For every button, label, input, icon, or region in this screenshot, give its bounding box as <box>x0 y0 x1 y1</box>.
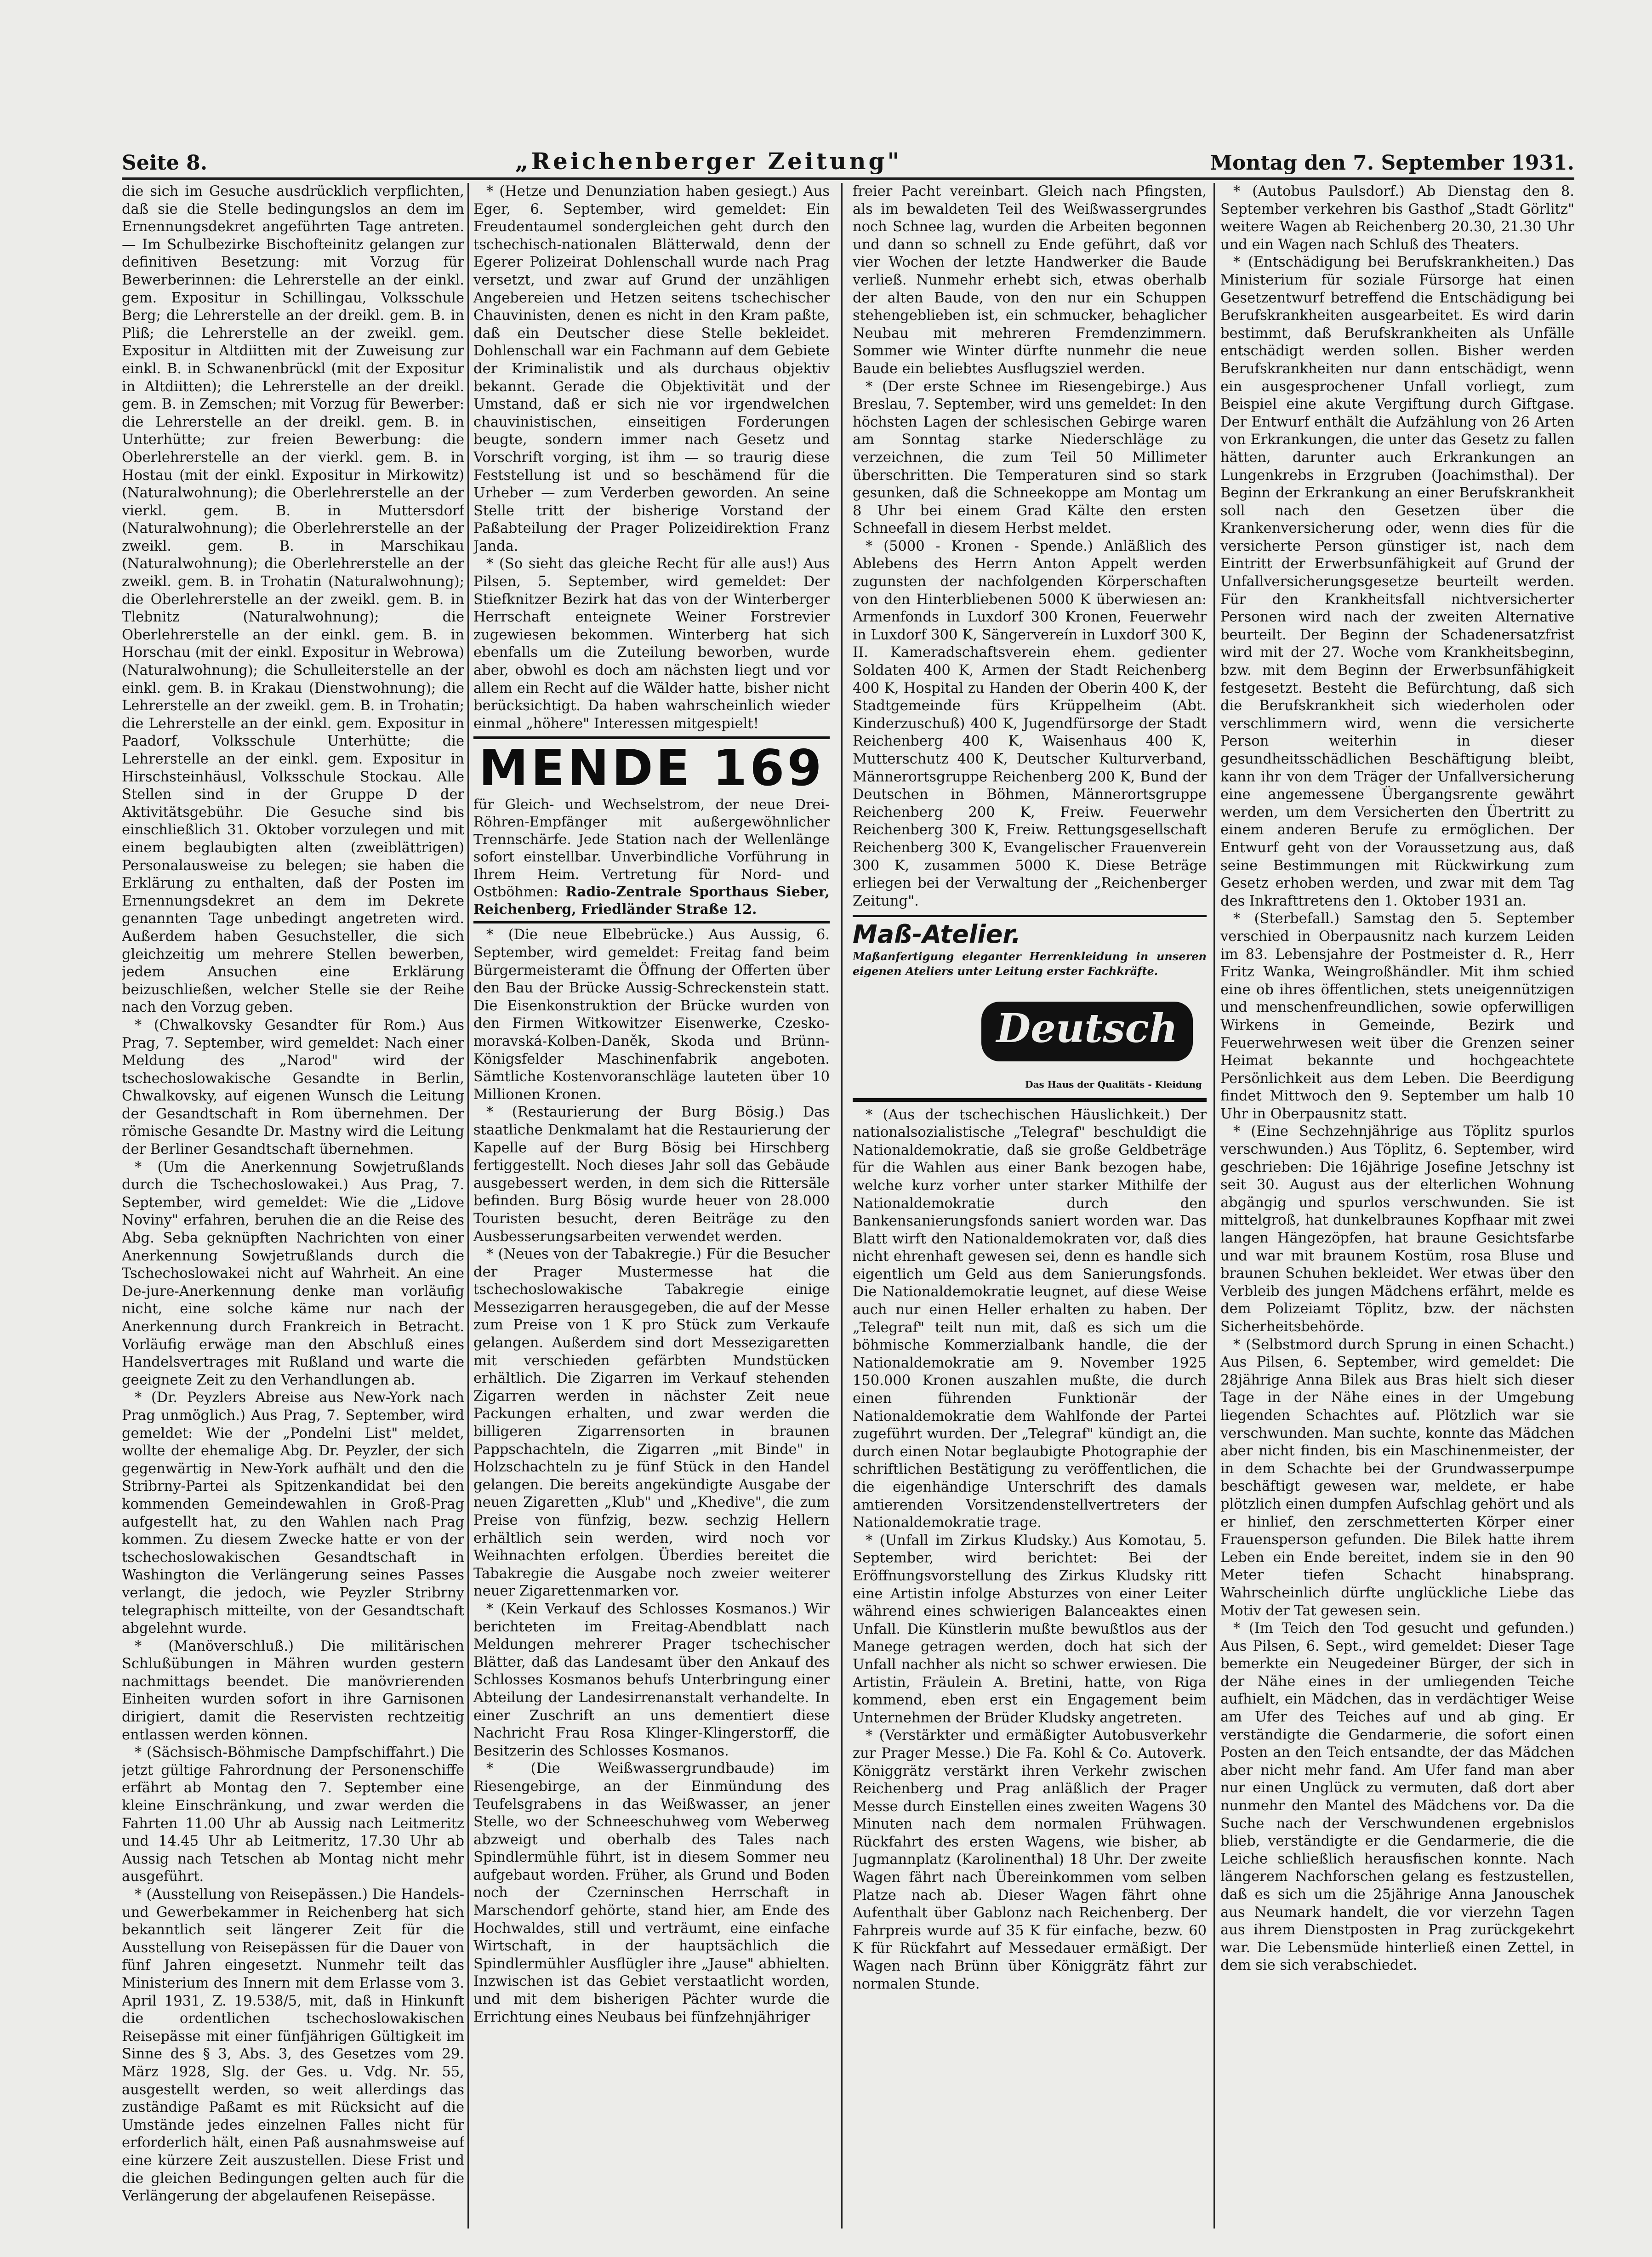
article: * (Um die Anerkennung Sowjetrußlands durch die Tschechoslowakei.) Aus Prag, 7. September, wird gemeldet: Wie die „Lidove Noviny" erfahren, beruhen die an die Reise des Abg. Seba geknüpften Nachrichten von einer Anerkennung Sowjetrußlands durch die Tschechoslowakei nicht auf Wahrheit. An eine De-jure-Anerkennung denke man vorläufig nicht, eine solche käme nur nach der Anerkennung durch Frankreich in Betracht. Vorläufig erwäge man den Abschluß eines Handelsvertrages mit Rußland und warte die geeignete Zeit zu den Verhandlungen ab. <box>122 1159 464 1388</box>
ad-title: Maß-Atelier. <box>853 920 1021 949</box>
article: * (Ausstellung von Reisepässen.) Die Handels- und Gewerbekammer in Reichenberg hat sich bekanntlich seit längerer Zeit für die Ausstellung von Reisepässen für die Dauer von fünf Jahren eingesetzt. Nunmehr teilt das Ministerium des Innern mit dem Erlasse vom 3. April 1931, Z. 19.538/5, mit, daß in Hinkunft die ordentlichen tschechoslowakischen Reisepässe mit einer fünfjährigen Gültigkeit im Sinne des § 3, Abs. 3, des Gesetzes vom 29. März 1928, Slg. der Ges. u. Vdg. Nr. 55, ausgestellt werden, so weit allerdings das zuständige Paßamt es mit Rücksicht auf die Umstände jedes einzelnen Falles nicht für erforderlich hält, einen Paß ausnahmsweise auf eine kürzere Zeit auszustellen. Diese Frist und die gleichen Bedingungen gelten auch für die Verlängerung der abgelaufenen Reisepässe. <box>122 1887 464 2205</box>
article: * (Manöverschluß.) Die militärischen Schlußübungen in Mähren wurden gestern nachmittags beendet. Die manövrierenden Einheiten wurden sofort in ihre Garnisonen dirigiert, damit die Reservisten rechtzeitig entlassen werden können. <box>122 1638 464 1743</box>
article: * (5000 - Kronen - Spende.) Anläßlich des Ablebens des Herrn Anton Appelt werden zugunsten der nachfolgenden Körperschaften von den Hinterbliebenen 5000 K überwiesen an: Armenfonds in Luxdorf 300 Kronen, Feuerwehr in Luxdorf 300 K, Sängervereín in Luxdorf 300 K, II. Kameradschaftsverein ehem. gedienter Soldaten 400 K, Armen der Stadt Reichenberg 400 K, Hospital zu Handen der Oberin 400 K, der Stadtgemeinde fürs Krüppelheim (Abt. Kinderzuschuß) 400 K, Jugendfürsorge der Stadt Reichenberg 400 K, Waisenhaus 400 K, Mutterschutz 400 K, Deutscher Kulturverband, Männerortsgruppe Reichenberg 200 K, Bund der Deutschen in Böhmen, Männerortsgruppe Reichenberg 200 K, Freiw. Feuerwehr Reichenberg 300 K, Freiw. Rettungsgesellschaft Reichenberg 300 K, Evangelischer Frauenverein 300 K, zusammen 5000 K. Diese Beträge erliegen bei der Verwaltung der „Reichenberger Zeitung". <box>853 538 1207 909</box>
page-header <box>122 138 1574 175</box>
article: * (Chwalkovsky Gesandter für Rom.) Aus Prag, 7. September, wird gemeldet: Nach einer Meldung des „Narod" wird der tschechoslowakische Gesandte in Berlin, Chwalkovsky, auf eigenen Wunsch die Leitung der Gesandtschaft in Rom übernehmen. Der römische Gesandte Dr. Mastny wird die Leitung der Berliner Gesandtschaft übernehmen. <box>122 1017 464 1158</box>
article: * (Selbstmord durch Sprung in einen Schacht.) Aus Pilsen, 6. September, wird gemeldet: Die 28jährige Anna Bilek aus Bras hielt sich dieser Tage in der Nähe eines in der Umgebung liegenden Schachtes auf. Plötzlich war sie verschwunden. Man suchte, konnte das Mädchen aber nicht finden, bis ein Maschinenmeister, der in dem Schachte bei der Grundwasserpumpe beschäftigt gewesen war, meldete, er habe plötzlich einen dumpfen Aufschlag gehört und als er hinlief, den zerschmetterten Körper einer Frauensperson gefunden. Die Bilek hatte ihrem Leben ein Ende bereitet, indem sie in den 90 Meter tiefen Schacht hinabsprang. Wahrscheinlich dürfte unglückliche Liebe das Motiv der Tat gewesen sein. <box>1220 1336 1574 1619</box>
column-2 <box>473 183 830 2229</box>
article: * (Im Teich den Tod gesucht und gefunden.) Aus Pilsen, 6. Sept., wird gemeldet: Dieser Tage bemerkte ein Neugedeiner Bürger, der sich in der Nähe eines in der umliegenden Teiche aufhielt, ein Mädchen, das in verdächtiger Weise am Ufer des Teiches auf und ab ging. Er verständigte die Gendarmerie, die sofort einen Posten an den Teich entsandte, der das Mädchen aber nicht mehr fand. Am Ufer fand man aber nur einen Unglück zu vermuten, daß dort aber nunmehr den Mantel des Mädchens vor. Da die Suche nach der Verschwundenen ergebnislos blieb, verständigte er die Gendarmerie, die die Leiche schließlich herausfischen konnte. Nach längerem Nachforschen gelang es festzustellen, daß es sich um die 25jährige Anna Janouschek aus Neumark handelt, die vor vierzehn Tagen aus ihrem Dienstposten in Prag zurückgekehrt war. Die Lebensmüde hinterließ einen Zettel, in dem sie sich verabschiedet. <box>1220 1620 1574 1974</box>
logo-text: Deutsch <box>996 1005 1178 1052</box>
column-1 <box>122 183 464 2229</box>
deutsch-logo <box>968 992 1197 1071</box>
header-rule <box>122 177 1574 180</box>
article: * (Sächsisch-Böhmische Dampfschiffahrt.) Die jetzt gültige Fahrordnung der Personenschiffe erfährt ab Montag den 7. September eine kleine Einschränkung, und zwar werden die Fahrten 11.00 Uhr ab Aussig nach Leitmeritz und 14.45 Uhr ab Leitmeritz, 17.30 Uhr ab Aussig nach Tetschen ab Montag nicht mehr ausgeführt. <box>122 1744 464 1885</box>
advertisement-mass-atelier <box>853 915 1207 1101</box>
article: * (Aus der tschechischen Häuslichkeit.) Der nationalsozialistische „Telegraf" beschuldigt die Nationaldemokratie, daß sie große Geldbeträge für die Wahlen aus einer Bank bezogen habe, welche kurz vorher unter starker Mithilfe der Nationaldemokratie durch den Bankensanierungsfonds saniert worden war. Das Blatt wirft den Nationaldemokraten vor, daß dies nicht ehrenhaft gewesen sei, denn es handle sich eigentlich um Geld aus dem Sanierungsfonds. Die Nationaldemokratie leugnet, auf diese Weise auch nur einen Heller erhalten zu haben. Der „Telegraf" teilt nun mit, daß es sich um die böhmische Kommerzialbank handle, die der Nationaldemokratie am 9. November 1925 150.000 Kronen auszahlen mußte, die durch einen führenden Funktionär der Nationaldemokratie dem Wahlfonde der Partei zugeführt wurden. Der „Telegraf" kündigt an, die durch einen Notar beglaubigte Photographie der schriftlichen Bestätigung zu veröffentlichen, die die eigenhändige Unterschrift des damals amtierenden Vorsitzendenstellvertreters der Nationaldemokratie trage. <box>853 1106 1207 1531</box>
column-divider <box>1213 183 1215 2229</box>
page-number: Seite 8. <box>122 151 208 175</box>
article: * (Entschädigung bei Berufskrankheiten.) Das Ministerium für soziale Fürsorge hat einen Gesetzentwurf betreffend die Entschädigung bei Berufskrankheiten ausgearbeitet. Es wird darin bestimmt, daß Berufskrankheiten als Unfälle entschädigt werden sollen. Bisher werden Berufskrankheiten nur dann entschädigt, wenn ein ausgesprochener Unfall vorliegt, zum Beispiel eine akute Vergiftung durch Giftgase. Der Entwurf enthält die Aufzählung von 26 Arten von Erkrankungen, die unter das Gesetz zu fallen hätten, darunter auch Erkrankungen an Lungenkrebs in Erzgruben (Joachimsthal). Der Beginn der Erkrankung an einer Berufskrankheit soll nach den Gesetzen über die Krankenversicherung oder, wenn dies für die versicherte Person günstiger ist, nach dem Eintritt der Erwerbsunfähigkeit auf Grund der Unfallversicherungsgesetze beurteilt werden. Für den Krankheitsfall nichtversicherter Personen wird nach der zweiten Alternative beurteilt. Der Beginn der Schadenersatzfrist wird mit der 27. Woche vom Krankheitsbeginn, bzw. mit dem Beginn der Erwerbsunfähigkeit festgesetzt. Besteht die Befürchtung, daß sich die Berufskrankheit sich wiederholen oder verschlimmern wird, wenn die versicherte Person weiterhin in dieser gesundheitsschädlichen Beschäftigung bleibt, kann ihr von dem Träger der Unfallversicherung eine angemessene Übergangsrente gewährt werden, um dem Versicherten den Übertritt zu einem anderen Berufe zu ermöglichen. Der Entwurf geht von der Voraussetzung aus, daß seine Bestimmungen mit Rückwirkung zum Gesetz erhoben werden, und zwar mit dem Tag des Inkrafttretens den 1. Oktober 1931 an. <box>1220 254 1574 909</box>
article: * (Eine Sechzehnjährige aus Töplitz spurlos verschwunden.) Aus Töplitz, 6. September, wird geschrieben: Die 16jährige Josefine Jetschny ist seit 30. August aus der elterlichen Wohnung abgängig und spurlos verschwunden. Sie ist mittelgroß, hat dunkelbraunes Kopfhaar mit zwei langen Hängezöpfen, hat braune Gesichtsfarbe und war mit braunem Kostüm, rosa Bluse und braunen Schuhen bekleidet. Wer etwas über den Verbleib des jungen Mädchens erfährt, melde es dem Polizeiamt Töplitz, bzw. der nächsten Sicherheitsbehörde. <box>1220 1123 1574 1335</box>
issue-date: Montag den 7. September 1931. <box>1210 151 1574 175</box>
column-divider <box>467 183 469 2229</box>
ad-subtitle: Maßanfertigung eleganter Herrenkleidung in unseren eigenen Ateliers unter Leitung erster Fachkräfte. <box>853 950 1207 978</box>
column-divider <box>841 183 843 2229</box>
article: * (So sieht das gleiche Recht für alle aus!) Aus Pilsen, 5. September, wird gemeldet: Der Stiefknitzer Bezirk hat das von der Winterberger Herrschaft enteignete Weiner Forstrevier zugewiesen bekommen. Winterberg hat sich ebenfalls um die Zuteilung beworben, wurde aber, obwohl es doch am nächsten liegt und vor allem ein Recht auf die Wälder hatte, bisher nicht berücksichtigt. Da haben wahrscheinlich wieder einmal „höhere" Interessen mitgespielt! <box>473 556 830 732</box>
article: * (Die Weißwassergrundbaude) im Riesengebirge, an der Einmündung des Teufelsgrabens in das Weißwasser, an jener Stelle, wo der Schneeschuhweg vom Weberweg abzweigt und oberhalb des Tales nach Spindlermühle führt, ist in diesem Sommer neu aufgebaut worden. Früher, als Grund und Boden noch der Czerninschen Herrschaft in Marschendorf gehörte, stand hier, am Ende des Hochwaldes, still und verträumt, eine einfache Wirtschaft, in der hauptsächlich die Spindlermühler Ausflügler ihre „Jause" abhielten. Inzwischen ist das Gebiet verstaatlicht worden, und mit dem bisherigen Pächter wurde die Errichtung eines Neubaus bei fünfzehnjähriger <box>473 1761 830 2025</box>
advertisement-mende <box>473 736 830 923</box>
article: * (Restaurierung der Burg Bösig.) Das staatliche Denkmalamt hat die Restaurierung der Kapelle auf der Burg Bösig bei Hirschberg fertiggestellt. Noch dieses Jahr soll das Gebäude ausgebessert werden, in dem sich die Rittersäle befinden. Burg Bösig wurde heuer von 28.000 Touristen besucht, deren Beiträge zu den Ausbesserungsarbeiten verwendet werden. <box>473 1104 830 1245</box>
article: * (Hetze und Denunziation haben gesiegt.) Aus Eger, 6. September, wird gemeldet: Ein Freudentaumel sondergleichen geht durch den tschechisch-nationalen Blätterwald, denn der Egerer Polizeirat Dohlenschall wurde nach Prag versetzt, und zwar auf Grund der unzähligen Angebereien und Hetzen seitens tschechischer Chauvinisten, denen es nicht in den Kram paßte, daß ein Deutscher diese Stelle bekleidet. Dohlenschall war ein Fachmann auf dem Gebiete der Kriminalistik und als durchaus objektiv bekannt. Gerade die Objektivität und der Umstand, daß er sich nie vor irgendwelchen chauvinistischen, einseitigen Forderungen beugte, sondern immer nach Gesetz und Vorschrift vorging, ist ihm — so traurig diese Feststellung ist und so beschämend für die Urheber — zum Verderben geworden. An seine Stelle tritt der bisherige Vorstand der Paßabteilung der Prager Polizeidirektion Franz Janda. <box>473 183 830 554</box>
masthead: „Reichenberger Zeitung" <box>515 148 902 175</box>
article: * (Die neue Elbebrücke.) Aus Aussig, 6. September, wird gemeldet: Freitag fand beim Bürgermeisteramt die Öffnung der Offerten über den Bau der Brücke Aussig-Schreckenstein statt. Die Eisenkonstruktion der Brücke wurden von den Firmen Witkowitzer Eisenwerke, Czesko-moravská-Kolben-Daněk, Skoda und Brünn-Königsfelder Maschinenfabrik angeboten. Sämtliche Kostenvoranschläge lauteten über 10 Millionen Kronen. <box>473 927 830 1103</box>
article: * (Neues von der Tabakregie.) Für die Besucher der Prager Mustermesse hat die tschechoslowakische Tabakregie einige Messezigarren herausgegeben, die auf der Messe zum Preise von 1 K pro Stück zum Verkaufe gelangen. Außerdem sind dort Messezigaretten mit verschieden gefärbten Mundstücken erhältlich. Die Zigarren im Verkauf stehenden Zigarren werden in nächster Zeit neue Packungen erhalten, und zwar werden die billigeren Zigarrensorten in braunen Pappschachteln, die Zigarren „mit Binde" in Holzschachteln zu je fünf Stück in den Handel gelangen. Die bereits angekündigte Ausgabe der neuen Zigaretten „Klub" und „Khedive", die zum Preise von fünfzig, bezw. sechzig Hellern erhältlich sein werden, wird noch vor Weihnachten erfolgen. Überdies bereitet die Tabakregie die Ausgabe noch zweier weiterer neuer Zigarettenmarken vor. <box>473 1246 830 1600</box>
article: * (Der erste Schnee im Riesengebirge.) Aus Breslau, 7. September, wird uns gemeldet: In den höchsten Lagen der schlesischen Gebirge waren am Sonntag starke Niederschläge zu verzeichnen, die zum Teil 50 Millimeter überschritten. Die Temperaturen sind so stark gesunken, daß die Schneekoppe am Montag um 8 Uhr bei einem Grad Kälte den ersten Schneefall in diesem Herbst meldet. <box>853 378 1207 537</box>
ad-title: MENDE 169 <box>479 740 825 798</box>
article: * (Kein Verkauf des Schlosses Kosmanos.) Wir berichteten im Freitag-Abendblatt nach Meldungen mehrerer Prager tschechischer Blätter, daß das Landesamt über den Ankauf des Schlosses Kosmanos behufs Unterbringung einer Abteilung der Landesirrenanstalt verhandelte. In einer Zuschrift an uns dementiert diese Nachricht Frau Rosa Klinger-Klingerstorff, die Besitzerin des Schlosses Kosmanos. <box>473 1601 830 1759</box>
article: die sich im Gesuche ausdrücklich verpflichten, daß sie die Stelle bedingungslos an dem im Ernennungsdekret angeführten Tage antreten. — Im Schulbezirke Bischofteinitz gelangen zur definitiven Besetzung: mit Vorzug für Bewerberinnen: die Lehrerstelle an der einkl. gem. Expositur in Schillingau, Volksschule Berg; die Lehrerstelle an der dreikl. gem. B. in Pliß; die Lehrerstelle an der zweikl. gem. Expositur in Altdiitten mit der Zuweisung zur einkl. B. in Schwanenbrückl (mit der Expositur in Altdiitten); die Lehrerstelle an der dreikl. gem. B. in Zemschen; mit Vorzug für Bewerber: die Lehrerstelle an der dreikl. gem. B. in Unterhütte; zur freien Bewerbung: die Oberlehrerstelle an der vierkl. gem. B. in Hostau (mit der einkl. Expositur in Mirkowitz) (Naturalwohnung); die Oberlehrerstelle an der vierkl. gem. B. in Muttersdorf (Naturalwohnung); die Oberlehrerstelle an der zweikl. gem. B. in Marschikau (Naturalwohnung); die Oberlehrerstelle an der zweikl. gem. B. in Trohatin (Naturalwohnung); die Oberlehrerstelle an der zweikl. gem. B. in Tlebnitz (Naturalwohnung); die Oberlehrerstelle an der einkl. gem. B. in Horschau (mit der einkl. Expositur in Webrowa) (Naturalwohnung); die Schulleiterstelle an der einkl. gem. B. in Krakau (Dienstwohnung); die Lehrerstelle an der zweikl. gem. B. in Trohatin; die Lehrerstelle an der einkl. gem. Expositur in Paadorf, Volksschule Unterhütte; die Lehrerstelle an der einkl. gem. Expositur in Hirschsteinhäusl, Volksschule Stockau. Alle Stellen sind in der Gruppe D der Aktivitätsgebühr. Die Gesuche sind bis einschließlich 31. Oktober vorzulegen und mit einem beglaubigten alten (zweiblättrigen) Personalausweise zu belegen; sie haben die Erklärung zu enthalten, daß der Posten im Ernennungsdekret an dem im Dekrete genannten Tage unbedingt angetreten wird. Außerdem haben Gesuchsteller, die sich gleichzeitig um mehrere Stellen bewerben, jedem Ansuchen eine Erklärung beizuschließen, welcher Stelle sie der Reihe nach den Vorzug geben. <box>122 183 464 1016</box>
article: * (Sterbefall.) Samstag den 5. September verschied in Oberpausnitz nach kurzem Leiden im 83. Lebensjahre der Postmeister d. R., Herr Fritz Wanka, Weingroßhändler. Mit ihm schied eine ob ihres öffentlichen, stets uneigennützigen und menschenfreundlichen, sowie opferwilligen Wirkens in Gemeinde, Bezirk und Feuerwehrwesen weit über die Grenzen seiner Heimat bekannte und hochgeachtete Persönlichkeit aus dem Leben. Die Beerdigung findet Mittwoch den 9. September um halb 10 Uhr in Oberpausnitz statt. <box>1220 911 1574 1122</box>
article: * (Dr. Peyzlers Abreise aus New-York nach Prag unmöglich.) Aus Prag, 7. September, wird gemeldet: Wie der „Pondelni List" meldet, wollte der ehemalige Abg. Dr. Peyzler, der sich gegenwärtig in New-York aufhält und den die Stribrny-Partei als Spitzenkandidat bei den kommenden Gemeindewahlen in Groß-Prag aufgestellt hat, zu den Wahlen nach Prag kommen. Zu diesem Zwecke hatte er von der tschechoslowakischen Gesandtschaft in Washington die Verlängerung seines Passes verlangt, die jedoch, wie Peyzler Stribrny telegraphisch mitteilte, von der Gesandtschaft abgelehnt wurde. <box>122 1390 464 1637</box>
column-4 <box>1220 183 1574 2229</box>
ad-tagline: Das Haus der Qualitäts - Kleidung <box>1025 1078 1202 1090</box>
ad-address: Radio-Zentrale Sporthaus Sieber, Reichenberg, Friedländer Straße 12. <box>473 884 830 918</box>
ad-body: für Gleich- und Wechselstrom, der neue Drei-Röhren-Empfänger mit außergewöhnlicher Trennschärfe. Jede Station nach der Wellenlänge sofort einstellbar. Unverbindliche Vorführung in Ihrem Heim. Vertretung für Nord- und Ostböhmen: <box>473 797 830 901</box>
article: freier Pacht vereinbart. Gleich nach Pfingsten, als im bewaldeten Teil des Weißwassergrundes noch Schnee lag, wurden die Arbeiten begonnen und dann so schnell zu Ende geführt, daß vor vier Wochen der letzte Handwerker die Baude verließ. Nunmehr erhebt sich, etwas oberhalb der alten Baude, von den nur ein Schuppen stehengeblieben ist, ein schmucker, behaglicher Neubau mit mehreren Fremdenzimmern. Sommer wie Winter dürfte nunmehr die neue Baude ein beliebtes Ausflugsziel werden. <box>853 183 1207 377</box>
article: * (Unfall im Zirkus Kludsky.) Aus Komotau, 5. September, wird berichtet: Bei der Eröffnungsvorstellung des Zirkus Kludsky ritt eine Artistin infolge Absturzes von einer Leiter während eines schwierigen Balanceaktes einen Unfall. Die Künstlerin mußte bewußtlos aus der Manege getragen werden, doch hat sich der Unfall nachher als nicht so schwer erwiesen. Die Artistin, Fräulein A. Bretini, hatte, von Riga kommend, eben erst ein Engagement beim Unternehmen der Brüder Kludsky angetreten. <box>853 1532 1207 1726</box>
column-3 <box>853 183 1207 2229</box>
article: * (Verstärkter und ermäßigter Autobusverkehr zur Prager Messe.) Die Fa. Kohl & Co. Autoverk. Königgrätz verstärkt ihren Verkehr zwischen Reichenberg und Prag anläßlich der Prager Messe durch Einstellen eines zweiten Wagens 30 Minuten nach dem normalen Frühwagen. Rückfahrt des ersten Wagens, wie bisher, ab Jugmannplatz (Karolinenthal) 18 Uhr. Der zweite Wagen fährt nach Übereinkommen vom selben Platze nach ab. Dieser Wagen fährt ohne Aufenthalt über Gablonz nach Reichenberg. Der Fahrpreis wurde auf 35 K für einfache, bezw. 60 K für Rückfahrt auf Messedauer ermäßigt. Der Wagen nach Brünn über Königgrätz fährt zur normalen Stunde. <box>853 1727 1207 1992</box>
ad-text <box>473 796 830 918</box>
article: * (Autobus Paulsdorf.) Ab Dienstag den 8. September verkehren bis Gasthof „Stadt Görlitz" weitere Wagen ab Reichenberg 20.30, 21.30 Uhr und ein Wagen nach Schluß des Theaters. <box>1220 183 1574 253</box>
